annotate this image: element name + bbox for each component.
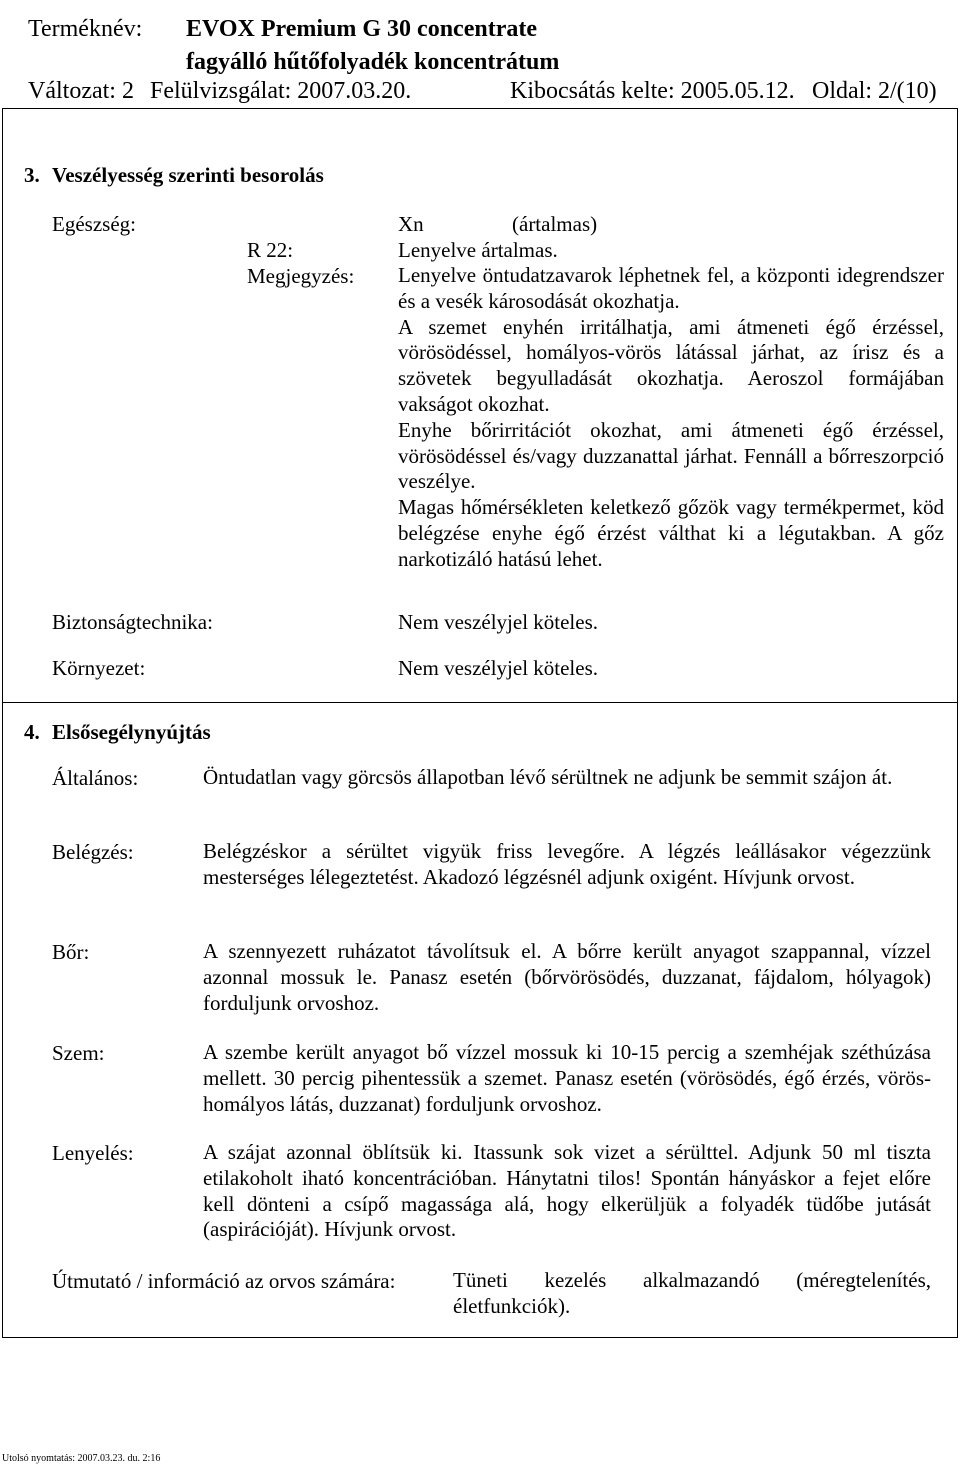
note-text-block bbox=[398, 263, 944, 573]
safety-text: Nem veszélyjel köteles. bbox=[398, 610, 599, 634]
note-paragraph: Enyhe bőrirritációt okozhat, ami átmeneti égő érzéssel, vörösödéssel és/vagy duzzanattal járhat. Fennáll a bőrreszorpció veszélye. bbox=[398, 417, 944, 494]
doctor-info-text: Tüneti kezelés alkalmazandó (méregtelenítés, életfunkciók). bbox=[453, 1268, 931, 1318]
general-text: Öntudatlan vagy görcsös állapotban lévő sérültnek ne adjunk be semmit szájon át. bbox=[203, 765, 893, 789]
product-name-line1: EVOX Premium G 30 concentrate bbox=[186, 16, 537, 42]
doctor-info-label: Útmutató / információ az orvos számára: bbox=[52, 1269, 396, 1293]
revision-text: Felülvizsgálat: 2007.03.20. bbox=[150, 78, 412, 104]
note-paragraph: Magas hőmérsékleten keletkező gőzök vagy termékpermet, köd belégzése enyhe égő érzést válthat ki a légutakban. A gőz narkotizáló hatású lehet. bbox=[398, 495, 944, 571]
inhalation-text: Belégzéskor a sérültet vigyük friss levegőre. A légzés leállásakor végezzünk mesterséges lélegeztetést. Akadozó légzésnél adjunk oxigént. Hívjunk orvost. bbox=[203, 839, 931, 889]
note-label: Megjegyzés: bbox=[247, 264, 355, 288]
product-name-line2: fagyálló hűtőfolyadék koncentrátum bbox=[186, 49, 560, 75]
health-label: Egészség: bbox=[52, 212, 136, 236]
inhalation-label: Belégzés: bbox=[52, 840, 134, 864]
environment-text: Nem veszélyjel köteles. bbox=[398, 656, 599, 680]
last-print-footer: Utolsó nyomtatás: 2007.03.23. du. 2:16 bbox=[2, 1453, 161, 1464]
page-number-text: Oldal: 2/(10) bbox=[812, 78, 937, 104]
ingestion-label: Lenyelés: bbox=[52, 1141, 134, 1165]
ingestion-text: A szájat azonnal öblítsük ki. Itassunk sok vizet a sérülttel. Adjunk 50 ml tiszta etilakoholt iható koncentrációban. Hánytatni tilos! Spontán hányáskor a fejet előre kell dönteni a csípő magassága alá, hogy elkerüljük a folyadék tüdőbe jutását (aspirációját). Hívjunk orvost. bbox=[203, 1140, 931, 1242]
skin-label: Bőr: bbox=[52, 940, 90, 964]
note-paragraph: A szemet enyhén irritálhatja, ami átmeneti égő érzéssel, vörösödéssel, homályos-vörös látással járhat, az írisz és a szövetek begyulladását okozhatja. Aeroszol formájában vakságot okozhat. bbox=[398, 314, 944, 416]
note-paragraph: Lenyelve öntudatzavarok léphetnek fel, a központi idegrendszer és a vesék károsodását okozhatja. bbox=[398, 263, 944, 313]
general-label: Általános: bbox=[52, 766, 139, 790]
r22-text: Lenyelve ártalmas. bbox=[398, 238, 558, 262]
section-4-number: 4. bbox=[24, 720, 40, 744]
product-name-label: Terméknév: bbox=[28, 16, 143, 42]
eye-text: A szembe került anyagot bő vízzel mossuk ki 10-15 percig a szemhéjak széthúzása mellett. 30 percig pihentessük a szemet. Panasz esetén (vörösödés, égő érzés, vörös-homályos látás, duzzanat) forduljunk orvoshoz. bbox=[203, 1040, 931, 1116]
version-text: Változat: 2 bbox=[28, 78, 134, 104]
eye-label: Szem: bbox=[52, 1041, 105, 1065]
health-symbol-text: (ártalmas) bbox=[512, 212, 598, 236]
safety-label: Biztonságtechnika: bbox=[52, 610, 213, 634]
section-4-title: Elsősegélynyújtás bbox=[52, 720, 211, 744]
issue-date-text: Kibocsátás kelte: 2005.05.12. bbox=[510, 78, 795, 104]
health-symbol: Xn bbox=[398, 212, 424, 236]
r22-label: R 22: bbox=[247, 238, 294, 262]
section-3-number: 3. bbox=[24, 163, 40, 187]
section-3-title: Veszélyesség szerinti besorolás bbox=[52, 163, 324, 187]
environment-label: Környezet: bbox=[52, 656, 146, 680]
skin-text: A szennyezett ruházatot távolítsuk el. A bőrre került anyagot szappannal, vízzel azonnal mossuk le. Panasz esetén (bőrvörösödés, duzzanat, fájdalom, hólyagok) forduljunk orvoshoz. bbox=[203, 939, 931, 1015]
